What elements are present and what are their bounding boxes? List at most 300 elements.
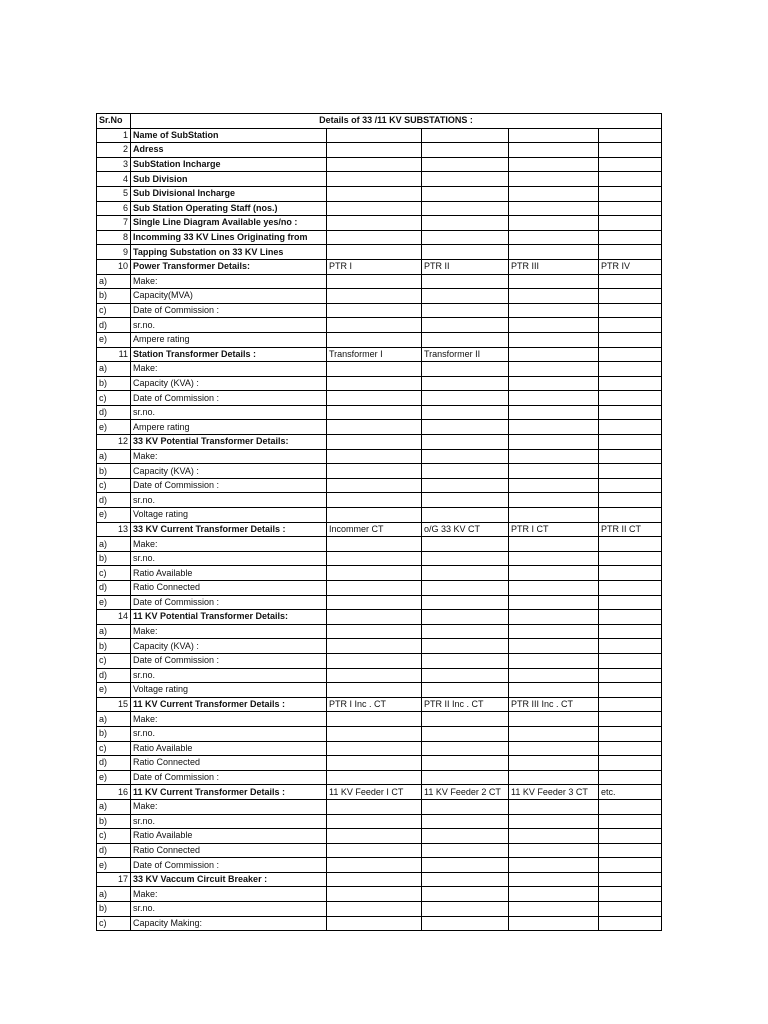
field-label-cell: Make:: [131, 449, 327, 464]
substation-details-table: [96, 113, 662, 931]
value-cell: [327, 230, 422, 245]
value-cell: [509, 347, 599, 362]
value-cell: 11 KV Feeder 2 CT: [422, 785, 509, 800]
value-cell: [327, 186, 422, 201]
field-label-cell: Capacity (KVA) :: [131, 464, 327, 479]
value-cell: [422, 274, 509, 289]
value-cell: [509, 668, 599, 683]
value-cell: [509, 843, 599, 858]
value-cell: [509, 405, 599, 420]
value-cell: [327, 435, 422, 450]
value-cell: [509, 756, 599, 771]
table-row: [97, 420, 662, 435]
table-row: [97, 143, 662, 158]
value-cell: [422, 245, 509, 260]
field-label-cell: Ratio Connected: [131, 756, 327, 771]
value-cell: [327, 157, 422, 172]
value-cell: [422, 362, 509, 377]
table-row: [97, 245, 662, 260]
sr-no-cell: b): [97, 726, 131, 741]
value-cell: [422, 303, 509, 318]
sr-no-cell: b): [97, 639, 131, 654]
field-label-cell: Tapping Substation on 33 KV Lines: [131, 245, 327, 260]
field-label-cell: Ratio Available: [131, 741, 327, 756]
value-cell: [327, 595, 422, 610]
sr-no-cell: d): [97, 843, 131, 858]
value-cell: [327, 566, 422, 581]
field-label-cell: 11 KV Current Transformer Details :: [131, 785, 327, 800]
value-cell: [599, 858, 662, 873]
value-cell: [509, 332, 599, 347]
field-label-cell: Voltage rating: [131, 508, 327, 523]
value-cell: [599, 362, 662, 377]
table-row: [97, 318, 662, 333]
sr-no-cell: d): [97, 668, 131, 683]
sr-no-cell: 15: [97, 697, 131, 712]
value-cell: [327, 858, 422, 873]
table-row: [97, 916, 662, 931]
table-row: [97, 683, 662, 698]
value-cell: PTR II CT: [599, 522, 662, 537]
sr-no-cell: c): [97, 916, 131, 931]
value-cell: 11 KV Feeder 3 CT: [509, 785, 599, 800]
value-cell: [599, 405, 662, 420]
value-cell: [599, 464, 662, 479]
value-cell: [422, 478, 509, 493]
value-cell: PTR III Inc . CT: [509, 697, 599, 712]
value-cell: [599, 449, 662, 464]
sr-no-cell: c): [97, 303, 131, 318]
value-cell: [599, 770, 662, 785]
value-cell: [422, 829, 509, 844]
value-cell: PTR I CT: [509, 522, 599, 537]
value-cell: [599, 508, 662, 523]
value-cell: [327, 683, 422, 698]
value-cell: [509, 303, 599, 318]
value-cell: Transformer I: [327, 347, 422, 362]
value-cell: [422, 726, 509, 741]
field-label-cell: Ratio Connected: [131, 843, 327, 858]
table-row: [97, 230, 662, 245]
value-cell: [599, 391, 662, 406]
value-cell: [509, 872, 599, 887]
value-cell: [599, 143, 662, 158]
value-cell: [509, 318, 599, 333]
field-label-cell: Incomming 33 KV Lines Originating from: [131, 230, 327, 245]
field-label-cell: Ampere rating: [131, 420, 327, 435]
table-row: [97, 537, 662, 552]
field-label-cell: sr.no.: [131, 668, 327, 683]
table-row: [97, 668, 662, 683]
value-cell: [509, 726, 599, 741]
value-cell: [509, 420, 599, 435]
value-cell: [599, 829, 662, 844]
value-cell: [422, 610, 509, 625]
sr-no-cell: a): [97, 362, 131, 377]
value-cell: [509, 157, 599, 172]
sr-no-cell: a): [97, 624, 131, 639]
value-cell: [599, 128, 662, 143]
field-label-cell: sr.no.: [131, 551, 327, 566]
value-cell: [599, 201, 662, 216]
value-cell: [422, 376, 509, 391]
value-cell: [327, 303, 422, 318]
value-cell: [327, 508, 422, 523]
field-label-cell: Date of Commission :: [131, 303, 327, 318]
value-cell: [422, 128, 509, 143]
value-cell: PTR II Inc . CT: [422, 697, 509, 712]
value-cell: [422, 318, 509, 333]
value-cell: [599, 712, 662, 727]
value-cell: [599, 478, 662, 493]
value-cell: [327, 653, 422, 668]
value-cell: [327, 902, 422, 917]
value-cell: [599, 872, 662, 887]
sr-no-cell: d): [97, 581, 131, 596]
value-cell: [599, 916, 662, 931]
value-cell: [327, 770, 422, 785]
sr-no-cell: e): [97, 508, 131, 523]
field-label-cell: Ratio Connected: [131, 581, 327, 596]
sr-no-cell: c): [97, 478, 131, 493]
value-cell: [509, 435, 599, 450]
field-label-cell: Sub Division: [131, 172, 327, 187]
value-cell: [509, 464, 599, 479]
field-label-cell: Station Transformer Details :: [131, 347, 327, 362]
table-row: [97, 216, 662, 231]
value-cell: [599, 537, 662, 552]
value-cell: [327, 362, 422, 377]
sr-no-cell: b): [97, 376, 131, 391]
table-row: [97, 551, 662, 566]
value-cell: [327, 537, 422, 552]
sr-no-cell: d): [97, 318, 131, 333]
value-cell: [509, 566, 599, 581]
table-row: [97, 522, 662, 537]
value-cell: [599, 435, 662, 450]
value-cell: [422, 902, 509, 917]
value-cell: [509, 289, 599, 304]
sr-no-cell: e): [97, 858, 131, 873]
field-label-cell: sr.no.: [131, 902, 327, 917]
value-cell: [422, 624, 509, 639]
field-label-cell: Date of Commission :: [131, 391, 327, 406]
value-cell: [422, 332, 509, 347]
sr-no-cell: 4: [97, 172, 131, 187]
value-cell: [509, 216, 599, 231]
sr-no-cell: a): [97, 537, 131, 552]
value-cell: [327, 245, 422, 260]
sr-no-cell: 14: [97, 610, 131, 625]
table-row: [97, 362, 662, 377]
table-row: [97, 259, 662, 274]
value-cell: [599, 595, 662, 610]
sr-no-cell: c): [97, 391, 131, 406]
table-row: [97, 712, 662, 727]
value-cell: [509, 610, 599, 625]
table-row: [97, 347, 662, 362]
table-row: [97, 303, 662, 318]
field-label-cell: Date of Commission :: [131, 478, 327, 493]
sr-no-cell: b): [97, 814, 131, 829]
table-row: [97, 435, 662, 450]
table-row: [97, 770, 662, 785]
value-cell: [599, 245, 662, 260]
sr-no-cell: c): [97, 566, 131, 581]
table-row: [97, 858, 662, 873]
table-row: [97, 128, 662, 143]
sr-no-cell: d): [97, 405, 131, 420]
value-cell: [509, 683, 599, 698]
field-label-cell: Capacity (KVA) :: [131, 639, 327, 654]
value-cell: [422, 741, 509, 756]
value-cell: [509, 478, 599, 493]
field-label-cell: 11 KV Current Transformer Details :: [131, 697, 327, 712]
value-cell: [422, 872, 509, 887]
field-label-cell: Make:: [131, 537, 327, 552]
sr-no-cell: b): [97, 464, 131, 479]
value-cell: [599, 216, 662, 231]
value-cell: [422, 405, 509, 420]
value-cell: [509, 595, 599, 610]
field-label-cell: Capacity (KVA) :: [131, 376, 327, 391]
field-label-cell: sr.no.: [131, 814, 327, 829]
field-label-cell: Make:: [131, 624, 327, 639]
value-cell: [509, 449, 599, 464]
sr-no-cell: d): [97, 756, 131, 771]
sr-no-cell: e): [97, 770, 131, 785]
field-label-cell: 33 KV Current Transformer Details :: [131, 522, 327, 537]
sheet-title: Details of 33 /11 KV SUBSTATIONS :: [131, 114, 662, 129]
sr-no-cell: b): [97, 551, 131, 566]
value-cell: [599, 653, 662, 668]
value-cell: [422, 799, 509, 814]
value-cell: [509, 624, 599, 639]
value-cell: [509, 814, 599, 829]
table-row: [97, 639, 662, 654]
sr-no-cell: 10: [97, 259, 131, 274]
value-cell: [422, 858, 509, 873]
value-cell: [327, 318, 422, 333]
value-cell: [599, 814, 662, 829]
value-cell: [509, 887, 599, 902]
value-cell: [599, 668, 662, 683]
sr-no-cell: 12: [97, 435, 131, 450]
sr-no-cell: e): [97, 683, 131, 698]
value-cell: [599, 756, 662, 771]
value-cell: [599, 581, 662, 596]
value-cell: [327, 581, 422, 596]
value-cell: [599, 318, 662, 333]
value-cell: [327, 887, 422, 902]
value-cell: [422, 289, 509, 304]
value-cell: [422, 814, 509, 829]
field-label-cell: Ratio Available: [131, 566, 327, 581]
value-cell: [422, 916, 509, 931]
table-row: [97, 799, 662, 814]
field-label-cell: sr.no.: [131, 405, 327, 420]
table-row: [97, 464, 662, 479]
header-row: [97, 114, 662, 129]
sr-no-cell: a): [97, 887, 131, 902]
table-row: [97, 172, 662, 187]
value-cell: [327, 843, 422, 858]
value-cell: [327, 201, 422, 216]
value-cell: [422, 887, 509, 902]
value-cell: [422, 595, 509, 610]
value-cell: [327, 829, 422, 844]
value-cell: [599, 726, 662, 741]
value-cell: [327, 464, 422, 479]
value-cell: [327, 478, 422, 493]
table-row: [97, 274, 662, 289]
sr-no-cell: a): [97, 449, 131, 464]
value-cell: [327, 799, 422, 814]
value-cell: [422, 449, 509, 464]
value-cell: [327, 916, 422, 931]
value-cell: [327, 274, 422, 289]
value-cell: [422, 668, 509, 683]
table-row: [97, 289, 662, 304]
value-cell: [509, 172, 599, 187]
value-cell: PTR II: [422, 259, 509, 274]
table-row: [97, 186, 662, 201]
value-cell: [327, 741, 422, 756]
sr-no-cell: 8: [97, 230, 131, 245]
value-cell: [422, 653, 509, 668]
table-row: [97, 756, 662, 771]
value-cell: [327, 639, 422, 654]
value-cell: [422, 143, 509, 158]
sr-no-cell: 6: [97, 201, 131, 216]
field-label-cell: Power Transformer Details:: [131, 259, 327, 274]
value-cell: [509, 376, 599, 391]
value-cell: [509, 916, 599, 931]
value-cell: [599, 843, 662, 858]
value-cell: [327, 391, 422, 406]
value-cell: [509, 712, 599, 727]
table-row: [97, 376, 662, 391]
value-cell: [599, 289, 662, 304]
value-cell: [327, 624, 422, 639]
value-cell: [422, 683, 509, 698]
value-cell: [509, 230, 599, 245]
value-cell: [509, 537, 599, 552]
value-cell: [422, 493, 509, 508]
value-cell: [327, 449, 422, 464]
field-label-cell: Ampere rating: [131, 332, 327, 347]
value-cell: [599, 493, 662, 508]
table-row: [97, 829, 662, 844]
value-cell: [599, 697, 662, 712]
table-row: [97, 449, 662, 464]
field-label-cell: 33 KV Vaccum Circuit Breaker :: [131, 872, 327, 887]
value-cell: [327, 493, 422, 508]
value-cell: [599, 610, 662, 625]
value-cell: [509, 770, 599, 785]
table-row: [97, 332, 662, 347]
value-cell: [509, 362, 599, 377]
value-cell: [599, 902, 662, 917]
value-cell: [599, 376, 662, 391]
table-row: [97, 653, 662, 668]
sr-no-cell: a): [97, 799, 131, 814]
sr-no-header: Sr.No: [97, 114, 131, 129]
field-label-cell: Make:: [131, 887, 327, 902]
table-row: [97, 595, 662, 610]
value-cell: [599, 172, 662, 187]
value-cell: [422, 639, 509, 654]
value-cell: [422, 508, 509, 523]
table-row: [97, 887, 662, 902]
field-label-cell: Date of Commission :: [131, 595, 327, 610]
value-cell: [509, 186, 599, 201]
field-label-cell: SubStation Incharge: [131, 157, 327, 172]
value-cell: [509, 508, 599, 523]
value-cell: PTR IV: [599, 259, 662, 274]
value-cell: [327, 814, 422, 829]
table-row: [97, 157, 662, 172]
value-cell: [327, 143, 422, 158]
sr-no-cell: 3: [97, 157, 131, 172]
table-row: [97, 610, 662, 625]
sr-no-cell: b): [97, 902, 131, 917]
value-cell: [599, 332, 662, 347]
value-cell: [509, 741, 599, 756]
field-label-cell: Adress: [131, 143, 327, 158]
sr-no-cell: e): [97, 332, 131, 347]
value-cell: [599, 230, 662, 245]
value-cell: [509, 653, 599, 668]
value-cell: [327, 726, 422, 741]
sr-no-cell: e): [97, 420, 131, 435]
value-cell: [422, 566, 509, 581]
value-cell: [599, 420, 662, 435]
sr-no-cell: b): [97, 289, 131, 304]
table-row: [97, 872, 662, 887]
table-row: [97, 814, 662, 829]
field-label-cell: Ratio Available: [131, 829, 327, 844]
value-cell: [327, 872, 422, 887]
value-cell: PTR I Inc . CT: [327, 697, 422, 712]
field-label-cell: 33 KV Potential Transformer Details:: [131, 435, 327, 450]
value-cell: [422, 712, 509, 727]
field-label-cell: Date of Commission :: [131, 858, 327, 873]
value-cell: Transformer II: [422, 347, 509, 362]
table-row: [97, 726, 662, 741]
value-cell: [422, 435, 509, 450]
value-cell: [327, 216, 422, 231]
value-cell: [509, 493, 599, 508]
table-row: [97, 697, 662, 712]
table-row: [97, 785, 662, 800]
value-cell: [422, 843, 509, 858]
field-label-cell: sr.no.: [131, 726, 327, 741]
value-cell: [599, 639, 662, 654]
value-cell: [509, 245, 599, 260]
field-label-cell: 11 KV Potential Transformer Details:: [131, 610, 327, 625]
sr-no-cell: c): [97, 829, 131, 844]
value-cell: PTR III: [509, 259, 599, 274]
value-cell: [422, 537, 509, 552]
value-cell: [599, 741, 662, 756]
value-cell: [599, 624, 662, 639]
sr-no-cell: 9: [97, 245, 131, 260]
field-label-cell: Sub Divisional Incharge: [131, 186, 327, 201]
value-cell: [599, 157, 662, 172]
field-label-cell: Make:: [131, 799, 327, 814]
field-label-cell: Capacity(MVA): [131, 289, 327, 304]
